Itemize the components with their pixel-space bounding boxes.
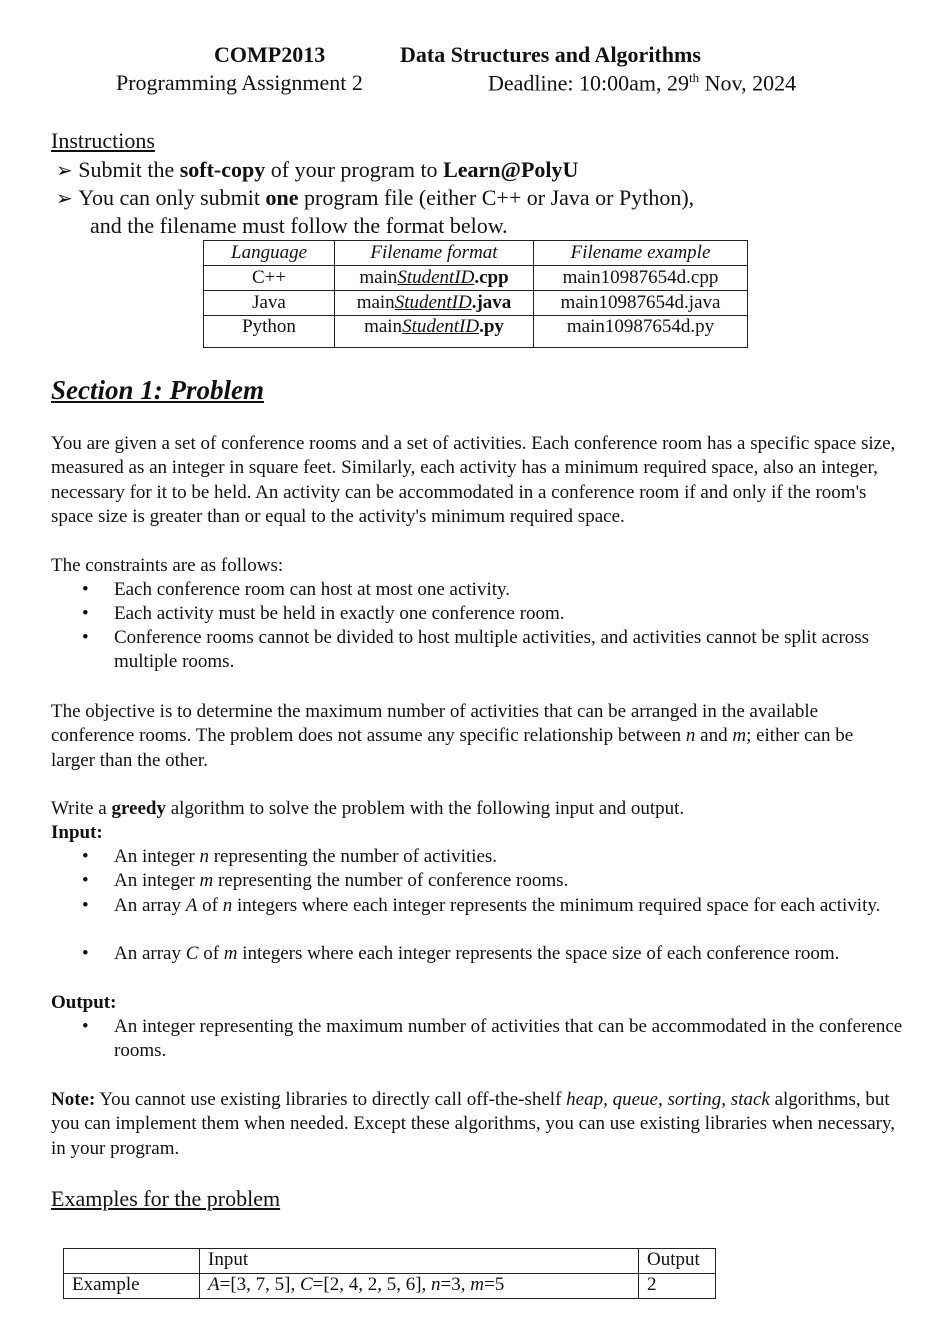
bullet-icon: • <box>82 870 89 891</box>
table-header: Input <box>200 1249 639 1274</box>
arrow-bullet-icon: ➢ <box>56 188 73 210</box>
bullet-icon: • <box>82 603 89 624</box>
table-cell: mainStudentID.cpp <box>335 266 534 291</box>
table-row <box>204 291 748 316</box>
table-cell: A=[3, 7, 5], C=[2, 4, 2, 5, 6], n=3, m=5 <box>200 1274 639 1299</box>
course-title: Data Structures and Algorithms <box>400 42 701 67</box>
table-cell: 2 <box>639 1274 716 1299</box>
instruction-item-2-cont: and the filename must follow the format below. <box>90 213 508 238</box>
instructions-heading: Instructions <box>51 128 155 153</box>
arrow-bullet-icon: ➢ <box>56 160 73 182</box>
input-label: Input: <box>51 822 103 843</box>
table-header: Language <box>204 241 335 266</box>
course-code: COMP2013 <box>214 42 326 67</box>
filename-format-table <box>203 240 748 348</box>
table-cell: mainStudentID.py <box>335 316 534 348</box>
greedy-instruction: Write a greedy algorithm to solve the problem with the following input and output. <box>51 798 685 819</box>
table-cell: main10987654d.cpp <box>534 266 748 291</box>
table-header-row <box>204 241 748 266</box>
table-row <box>204 266 748 291</box>
table-cell: main10987654d.py <box>534 316 748 348</box>
table-cell: main10987654d.java <box>534 291 748 316</box>
table-cell: Java <box>204 291 335 316</box>
table-cell: C++ <box>204 266 335 291</box>
output-label: Output: <box>51 992 117 1013</box>
examples-heading: Examples for the problem <box>51 1186 281 1211</box>
problem-intro: You are given a set of conference rooms and a set of activities. Each conference room has a specific space size, measured as an integer in square feet. Similarly, each activity has a minimum required space, also an integer, necessary for it to be held. An activity can be accommodated in a conference room if and only if the room's space size is greater than or equal to the activity's minimum required space. <box>51 433 896 528</box>
table-cell: mainStudentID.java <box>335 291 534 316</box>
note-paragraph: Note: You cannot use existing libraries to directly call off-the-shelf heap, queue, sorting, stack algorithms, but you can implement them when needed. Except these algorithms, you can use existing libraries when necessary, in your program. <box>51 1089 896 1159</box>
bullet-icon: • <box>82 895 89 916</box>
instruction-item-1: ➢ Submit the soft-copy of your program to Learn@PolyU <box>56 157 579 182</box>
bullet-icon: • <box>82 846 89 867</box>
deadline: Deadline: 10:00am, 29th Nov, 2024 <box>488 70 797 96</box>
instruction-item-2: ➢ You can only submit one program file (either C++ or Java or Python), <box>56 185 695 210</box>
section-title: Section 1: Problem <box>51 375 264 405</box>
bullet-icon: • <box>82 627 89 648</box>
table-cell: Python <box>204 316 335 348</box>
example-table <box>63 1248 716 1299</box>
table-cell: Example <box>64 1274 200 1299</box>
bullet-icon: • <box>82 943 89 964</box>
bullet-icon: • <box>82 1016 89 1037</box>
constraints-label: The constraints are as follows: <box>51 555 284 576</box>
table-row <box>204 316 748 348</box>
bullet-icon: • <box>82 579 89 600</box>
table-header-row <box>64 1249 716 1274</box>
assignment-title: Programming Assignment 2 <box>116 70 363 95</box>
table-cell <box>64 1249 200 1274</box>
table-row <box>64 1274 716 1299</box>
table-header: Output <box>639 1249 716 1274</box>
table-header: Filename example <box>534 241 748 266</box>
table-header: Filename format <box>335 241 534 266</box>
objective-paragraph: The objective is to determine the maximum number of activities that can be arranged in the available conference rooms. The problem does not assume any specific relationship between n and m; either can be larger than the other. <box>51 701 854 771</box>
